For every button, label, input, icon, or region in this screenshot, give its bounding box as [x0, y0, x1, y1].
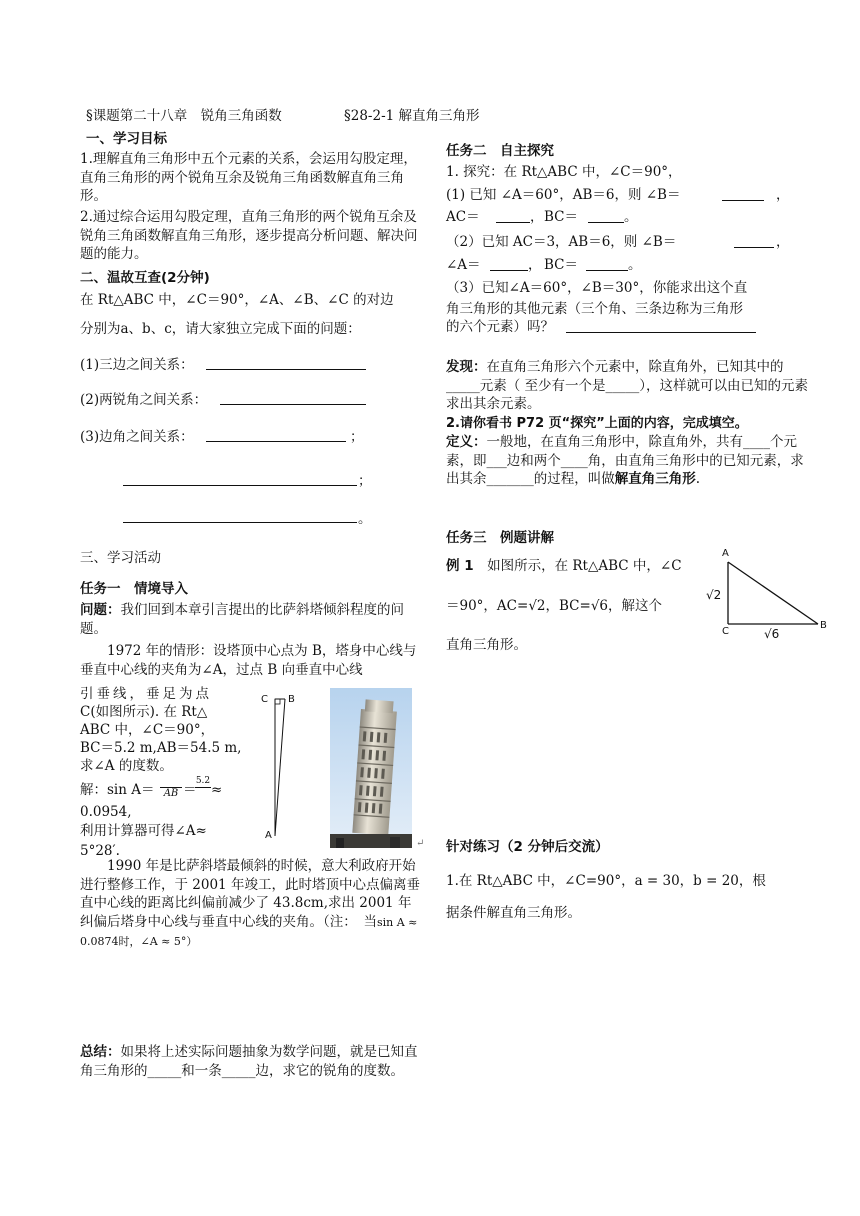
explore-1-bc: BC＝ [544, 209, 579, 225]
explore-3-line1: （3）已知∠A＝60°，∠B＝30°，你能求出这个直 [446, 280, 748, 296]
tower-triangle-diagram [256, 690, 296, 848]
example-line3: 直角三角形。 [446, 637, 527, 653]
explore-1-blank-ac[interactable] [496, 222, 530, 223]
answer-blank-1[interactable] [206, 369, 366, 370]
answer-blank-4[interactable] [123, 485, 357, 486]
activity-heading: 三、学习活动 [80, 550, 161, 566]
explore-1-comma: ， [776, 187, 790, 203]
equals-sign: ＝ [183, 782, 197, 798]
solution-angle: 5°28′. [80, 843, 120, 859]
answer-blank-5[interactable] [123, 522, 357, 523]
practice-line1: 1.在 Rt△ABC 中，∠C=90°，a = 30，b = 20，根 [446, 873, 766, 889]
review-line-2: 分别为a、b、c，请大家独立完成下面的问题： [80, 321, 361, 337]
practice-heading: 针对练习（2 分钟后交流） [446, 839, 609, 855]
fraction-1-numerator [160, 776, 182, 788]
solution-calc: 利用计算器可得∠A≈ [80, 823, 207, 839]
example-line1 [446, 557, 682, 575]
period-1: 。 [358, 511, 372, 527]
note-formula: sin A ≈ 0.0874时， [80, 915, 418, 948]
case-1990-text: 1990 年是比萨斜塔最倾斜的时候，意大利政府开始进行整修工作，于 2001 年竣工，此时塔顶中心点偏离垂直中心线的距离比纠偏前减少了 43.8cm,求出 2001 年纠偏后塔身中心线与垂直中心线的夹角。（注： 当 [80, 858, 420, 930]
example-label: 例 1 [446, 558, 474, 574]
triangle-side-bc: √6 [764, 627, 780, 641]
discovery-text: 在直角三角形六个元素中，除直角外，已知其中的_____元素（ 至少有一个是_____），这样就可以由已知的元素求出其余元素。 [446, 359, 809, 412]
fraction-1 [160, 776, 182, 799]
summary-label: 总结： [80, 1044, 121, 1060]
question-3: (3)边角之间关系： [80, 429, 194, 445]
review-heading: 二、温故互查(2分钟) [80, 270, 210, 286]
task1-heading: 任务一 情境导入 [80, 581, 188, 597]
example-line2: ＝90°，AC=√2，BC=√6，解这个 [446, 598, 663, 614]
diagram-label-a: A [265, 830, 272, 841]
explore-3-blank[interactable] [566, 332, 756, 333]
answer-blank-2[interactable] [220, 404, 366, 405]
definition-label: 定义： [446, 434, 487, 450]
explore-intro: 1. 探究：在 Rt△ABC 中，∠C＝90°， [446, 164, 682, 180]
diagram-label-c: C [261, 694, 268, 705]
explore-2-comma: ， [776, 234, 790, 250]
goal-2: 2.通过综合运用勾股定理，直角三角形的两个锐角互余及锐角三角函数解直角三角形，逐步提高分析问题、解决问题的能力。 [80, 209, 418, 262]
solution-value: 0.0954, [80, 804, 132, 820]
explore-2-period: 。 [628, 257, 642, 273]
explore-1-blank-bc[interactable] [588, 222, 624, 223]
solution-start: 解：sin A＝ [80, 782, 155, 798]
explore-3-line2: 角三角形的其他元素（三个角、三条边称为三角形 [446, 301, 743, 317]
summary-text: 如果将上述实际问题抽象为数学问题，就是已知直角三角形的_____和一条_____边，求它的锐角的度数。 [80, 1044, 418, 1079]
fraction-1-denominator: AB [163, 788, 179, 799]
leaning-tower-photo [330, 688, 412, 848]
triangle-side-ac: √2 [706, 588, 722, 602]
note-formula-2: ∠A ≈ 5°） [140, 935, 198, 948]
explore-2-line1: （2）已知 AC＝3，AB＝6，则 ∠B＝ [446, 234, 677, 250]
summary-paragraph [80, 1043, 420, 1080]
fraction-2-numerator: 5.2 [195, 776, 211, 786]
semicolon-2: ； [358, 473, 372, 489]
case-1972-line6: 求∠A 的度数。 [80, 758, 173, 774]
paragraph-mark: ↵ [416, 838, 425, 849]
answer-blank-3[interactable] [206, 441, 346, 442]
case-1972-line2: 引垂线，垂足为点 [80, 686, 212, 702]
question-2: (2)两锐角之间关系： [80, 392, 208, 408]
explore-1-comma2: ， [530, 209, 544, 225]
problem-label: 问题： [80, 602, 121, 618]
practice-line2: 据条件解直角三角形。 [446, 905, 581, 921]
case-1990-paragraph [80, 857, 420, 952]
explore-3-line3: 的六个元素）吗？ [446, 319, 554, 335]
case-1972-line5: BC＝5.2 m,AB＝54.5 m, [80, 740, 242, 756]
definition-term: 解直角三角形 [614, 471, 696, 487]
discovery-paragraph [446, 358, 816, 414]
problem-paragraph [80, 601, 420, 638]
discovery-label: 发现： [446, 359, 487, 375]
triangle-label-a: A [722, 548, 729, 559]
explore-2-bc: BC＝ [544, 257, 579, 273]
task3-heading: 任务三 例题讲解 [446, 530, 554, 546]
example-text-1: 如图所示，在 Rt△ABC 中，∠C [487, 558, 682, 574]
definition-text: 一般地，在直角三角形中，除直角外，共有____个元素，即___边和两个____角，由直角三角形中的已知元素，求出其余_______的过程，叫做 [446, 434, 804, 487]
review-line-1: 在 Rt△ABC 中，∠C＝90°，∠A、∠B、∠C 的对边 [80, 292, 394, 308]
triangle-label-b: B [820, 620, 827, 631]
definition-paragraph [446, 433, 816, 489]
explore-1-line1: (1) 已知 ∠A＝60°，AB＝6，则 ∠B＝ [446, 187, 681, 203]
explore-1-blank-b[interactable] [722, 200, 764, 201]
explore-2-a: ∠A＝ [446, 257, 481, 273]
diagram-label-b: B [288, 694, 295, 705]
explore-2-comma2: ， [528, 257, 542, 273]
task2-heading: 任务二 自主探究 [446, 143, 554, 159]
explore-1-ac: AC＝ [446, 209, 480, 225]
explore-2-blank-bc[interactable] [586, 270, 628, 271]
section-title: §28-2-1 解直角三角形 [344, 108, 480, 124]
question-1: (1)三边之间关系： [80, 357, 194, 373]
explore-2-blank-a[interactable] [490, 270, 528, 271]
case-1972-intro: 1972 年的情形：设塔顶中心点为 B，塔身中心线与垂直中心线的夹角为∠A，过点 B 向垂直中心线 [80, 643, 417, 678]
explore-1-period: 。 [624, 209, 638, 225]
fraction-2 [195, 776, 211, 798]
approx-sign: ≈ [211, 782, 223, 798]
read-task: 2.请你看书 P72 页“探究”上面的内容，完成填空。 [446, 416, 748, 431]
triangle-label-c: C [722, 626, 729, 637]
definition-end: . [695, 471, 701, 487]
problem-text: 我们回到本章引言提出的比萨斜塔倾斜程度的问题。 [80, 602, 404, 637]
explore-2-blank-b[interactable] [734, 247, 774, 248]
semicolon-1: ； [350, 429, 364, 445]
lesson-title: §课题第二十八章 锐角三角函数 [86, 108, 282, 124]
case-1972-line4: ABC 中，∠C＝90°， [80, 722, 215, 738]
goals-heading: 一、学习目标 [86, 131, 167, 147]
case-1972-line3: C(如图所示). 在 Rt△ [80, 704, 208, 720]
goal-1: 1.理解直角三角形中五个元素的关系，会运用勾股定理，直角三角形的两个锐角互余及锐角三角函数解直角三角形。 [80, 151, 417, 204]
